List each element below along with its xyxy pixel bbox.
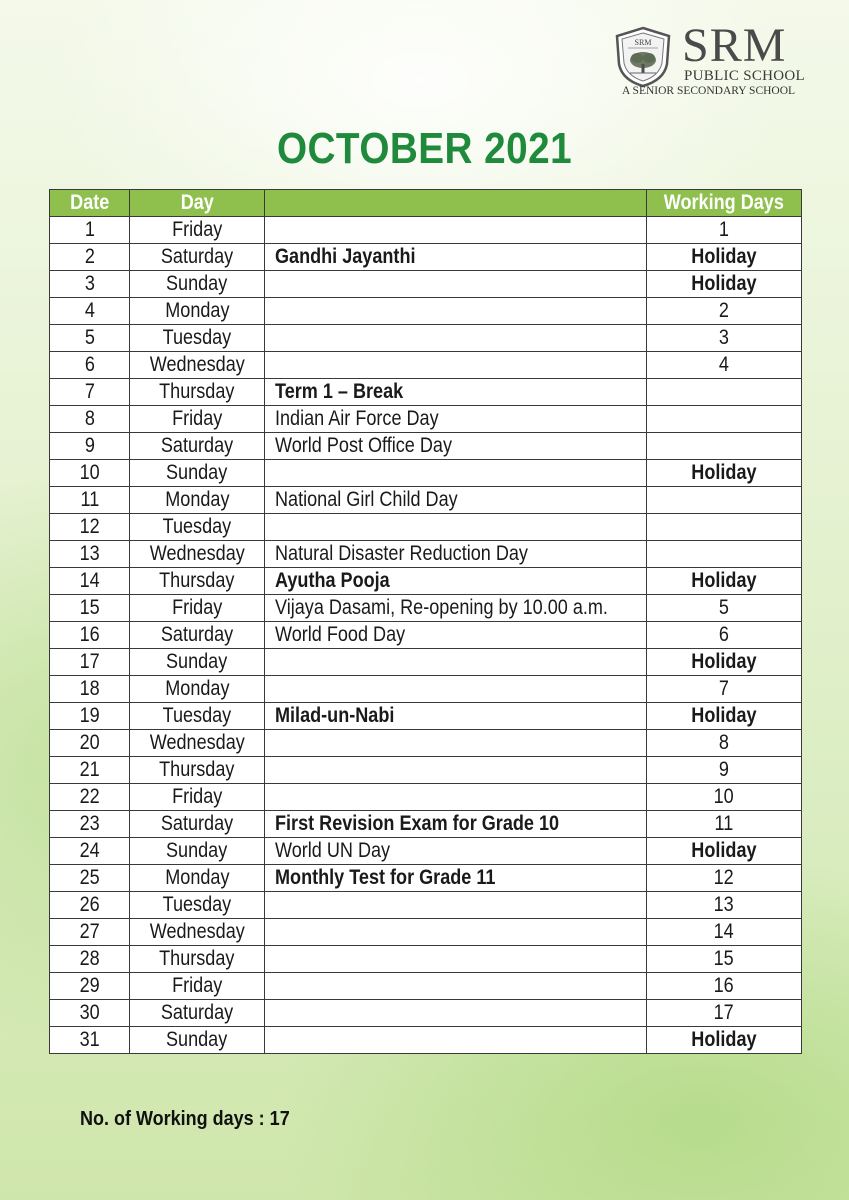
working-days-cell [647, 622, 802, 649]
day-cell-text: Sunday [166, 272, 228, 295]
day-cell-text: Friday [171, 974, 223, 997]
day-cell-text: Saturday [160, 812, 234, 835]
date-cell-text: 20 [79, 731, 100, 754]
day-cell-text: Tuesday [162, 893, 232, 916]
day-cell [130, 487, 265, 514]
date-cell-text: 24 [79, 839, 100, 862]
date-cell [50, 973, 130, 1000]
date-cell [50, 1000, 130, 1027]
date-cell [50, 703, 130, 730]
working-days-cell [647, 433, 802, 460]
table-row [50, 406, 802, 433]
day-cell [130, 622, 265, 649]
date-cell [50, 406, 130, 433]
day-cell [130, 514, 265, 541]
day-cell [130, 946, 265, 973]
day-cell [130, 757, 265, 784]
working-days-cell [647, 325, 802, 352]
event-cell [265, 838, 647, 865]
svg-text:SRM: SRM [634, 38, 652, 47]
day-cell [130, 271, 265, 298]
working-days-cell-text: Holiday [691, 650, 757, 673]
table-row [50, 271, 802, 298]
date-cell [50, 541, 130, 568]
date-cell [50, 595, 130, 622]
event-cell-text: Term 1 – Break [275, 380, 404, 403]
working-days-cell [647, 973, 802, 1000]
table-row [50, 595, 802, 622]
event-cell-text: World Food Day [275, 623, 406, 646]
working-days-cell-text: 1 [718, 218, 730, 241]
working-days-cell-text: Holiday [691, 1028, 757, 1051]
working-days-cell-text: Holiday [691, 569, 757, 592]
date-cell [50, 568, 130, 595]
event-cell-text: Ayutha Pooja [275, 569, 390, 592]
table-row [50, 433, 802, 460]
event-cell [265, 217, 647, 244]
working-days-cell-text: 10 [713, 785, 735, 808]
day-cell [130, 865, 265, 892]
working-days-cell [647, 1000, 802, 1027]
date-cell [50, 514, 130, 541]
day-cell-text: Friday [171, 407, 223, 430]
date-cell-text: 1 [84, 218, 95, 241]
event-cell [265, 757, 647, 784]
date-cell-text: 13 [79, 542, 100, 565]
day-cell [130, 973, 265, 1000]
date-cell [50, 487, 130, 514]
day-cell [130, 379, 265, 406]
event-cell [265, 649, 647, 676]
date-cell [50, 865, 130, 892]
day-cell-text: Sunday [166, 650, 228, 673]
event-cell [265, 406, 647, 433]
date-cell-text: 10 [79, 461, 100, 484]
date-cell [50, 217, 130, 244]
day-cell [130, 676, 265, 703]
table-row [50, 379, 802, 406]
event-cell [265, 568, 647, 595]
date-cell [50, 1027, 130, 1054]
day-cell [130, 784, 265, 811]
working-days-cell-text: 16 [713, 974, 735, 997]
working-days-cell-text: Holiday [691, 704, 757, 727]
date-cell [50, 379, 130, 406]
table-row [50, 217, 802, 244]
date-cell-text: 6 [84, 353, 95, 376]
date-cell [50, 784, 130, 811]
working-days-cell-text: 3 [718, 326, 730, 349]
table-row [50, 487, 802, 514]
working-days-cell [647, 460, 802, 487]
working-days-cell [647, 217, 802, 244]
working-days-cell-text: 6 [718, 623, 730, 646]
day-cell-text: Saturday [160, 434, 234, 457]
event-cell [265, 433, 647, 460]
event-cell [265, 730, 647, 757]
date-cell-text: 29 [79, 974, 100, 997]
table-row [50, 649, 802, 676]
date-cell-text: 5 [84, 326, 95, 349]
event-cell [265, 514, 647, 541]
day-cell [130, 919, 265, 946]
table-header-row [50, 190, 802, 217]
table-row [50, 973, 802, 1000]
table-row [50, 622, 802, 649]
day-cell [130, 1000, 265, 1027]
date-cell-text: 26 [79, 893, 100, 916]
day-cell-text: Sunday [166, 1028, 228, 1051]
working-days-cell-text: 14 [713, 920, 735, 943]
working-days-cell-text: 11 [714, 812, 734, 835]
day-cell-text: Saturday [160, 245, 234, 268]
table-row [50, 352, 802, 379]
day-cell-text: Wednesday [149, 353, 245, 376]
day-cell [130, 892, 265, 919]
working-days-cell-text: 7 [718, 677, 730, 700]
day-cell [130, 811, 265, 838]
event-cell [265, 676, 647, 703]
header-working-days: Working Days [647, 190, 802, 217]
table-row [50, 946, 802, 973]
day-cell [130, 244, 265, 271]
day-cell [130, 460, 265, 487]
date-cell-text: 15 [79, 596, 100, 619]
date-cell-text: 3 [84, 272, 95, 295]
logo-name: SRM [682, 19, 787, 72]
date-cell [50, 352, 130, 379]
table-row [50, 541, 802, 568]
date-cell [50, 946, 130, 973]
date-cell-text: 16 [79, 623, 100, 646]
date-cell-text: 7 [84, 380, 95, 403]
working-days-cell [647, 757, 802, 784]
day-cell-text: Tuesday [162, 704, 232, 727]
working-days-total: No. of Working days : 17 [80, 1108, 290, 1130]
event-cell [265, 271, 647, 298]
working-days-cell-text: 12 [713, 866, 735, 889]
working-days-cell-text: 13 [713, 893, 735, 916]
header-event [265, 190, 647, 217]
date-cell [50, 757, 130, 784]
date-cell [50, 622, 130, 649]
event-cell-text: Gandhi Jayanthi [275, 245, 416, 268]
table-row [50, 298, 802, 325]
working-days-cell-text: 15 [713, 947, 735, 970]
date-cell-text: 31 [79, 1028, 100, 1051]
date-cell-text: 17 [79, 650, 100, 673]
day-cell [130, 730, 265, 757]
date-cell-text: 2 [84, 245, 95, 268]
working-days-cell [647, 487, 802, 514]
date-cell [50, 730, 130, 757]
working-days-cell-text: 2 [718, 299, 730, 322]
date-cell-text: 9 [84, 434, 95, 457]
day-cell-text: Thursday [159, 380, 235, 403]
day-cell-text: Friday [171, 218, 223, 241]
day-cell [130, 1027, 265, 1054]
header-date: Date [50, 190, 130, 217]
working-days-cell-text: Holiday [691, 839, 757, 862]
date-cell-text: 19 [79, 704, 100, 727]
day-cell-text: Friday [171, 785, 223, 808]
date-cell-text: 23 [79, 812, 100, 835]
event-cell [265, 919, 647, 946]
day-cell-text: Wednesday [149, 542, 245, 565]
event-cell-text: Milad-un-Nabi [275, 704, 395, 727]
event-cell-text: World UN Day [275, 839, 391, 862]
day-cell-text: Monday [164, 299, 230, 322]
working-days-cell-text: 9 [718, 758, 730, 781]
date-cell [50, 460, 130, 487]
day-cell-text: Saturday [160, 1001, 234, 1024]
table-row [50, 1027, 802, 1054]
day-cell [130, 595, 265, 622]
day-cell-text: Monday [164, 488, 230, 511]
day-cell-text: Saturday [160, 623, 234, 646]
event-cell [265, 298, 647, 325]
event-cell-text: Monthly Test for Grade 11 [275, 866, 496, 889]
event-cell-text: Vijaya Dasami, Re-opening by 10.00 a.m. [275, 596, 608, 619]
day-cell [130, 649, 265, 676]
working-days-cell-text: Holiday [691, 272, 757, 295]
event-cell [265, 1000, 647, 1027]
table-row [50, 892, 802, 919]
working-days-cell [647, 703, 802, 730]
working-days-cell-text: 17 [713, 1001, 735, 1024]
date-cell [50, 271, 130, 298]
event-cell-text: World Post Office Day [275, 434, 452, 457]
event-cell [265, 946, 647, 973]
working-days-cell-text: 5 [718, 596, 730, 619]
day-cell-text: Friday [171, 596, 223, 619]
date-cell [50, 649, 130, 676]
working-days-cell [647, 892, 802, 919]
day-cell-text: Wednesday [149, 731, 245, 754]
day-cell [130, 838, 265, 865]
date-cell [50, 892, 130, 919]
table-row [50, 1000, 802, 1027]
date-cell-text: 12 [79, 515, 100, 538]
working-days-cell [647, 271, 802, 298]
working-days-cell [647, 1027, 802, 1054]
table-row [50, 919, 802, 946]
page-title: OCTOBER 2021 [276, 124, 573, 173]
day-cell [130, 406, 265, 433]
event-cell [265, 487, 647, 514]
day-cell [130, 352, 265, 379]
date-cell-text: 27 [79, 920, 100, 943]
day-cell-text: Monday [164, 677, 230, 700]
day-cell-text: Sunday [166, 839, 228, 862]
table-row [50, 838, 802, 865]
working-days-cell [647, 676, 802, 703]
day-cell-text: Sunday [166, 461, 228, 484]
day-cell-text: Monday [164, 866, 230, 889]
date-cell-text: 25 [79, 866, 100, 889]
day-cell-text: Wednesday [149, 920, 245, 943]
day-cell-text: Tuesday [162, 326, 232, 349]
working-days-cell [647, 568, 802, 595]
date-cell-text: 8 [84, 407, 95, 430]
table-row [50, 244, 802, 271]
day-cell [130, 217, 265, 244]
table-row [50, 460, 802, 487]
date-cell [50, 433, 130, 460]
table-row [50, 703, 802, 730]
header-day: Day [130, 190, 265, 217]
logo-subtitle: PUBLIC SCHOOL [684, 68, 805, 84]
event-cell [265, 541, 647, 568]
event-cell [265, 703, 647, 730]
day-cell [130, 568, 265, 595]
date-cell [50, 676, 130, 703]
table-row [50, 730, 802, 757]
working-days-cell [647, 298, 802, 325]
working-days-cell [647, 379, 802, 406]
table-row [50, 865, 802, 892]
day-cell [130, 541, 265, 568]
event-cell [265, 352, 647, 379]
working-days-cell [647, 649, 802, 676]
working-days-cell [647, 865, 802, 892]
day-cell-text: Thursday [159, 569, 235, 592]
event-cell [265, 973, 647, 1000]
working-days-cell [647, 514, 802, 541]
table-row [50, 757, 802, 784]
date-cell [50, 244, 130, 271]
event-cell [265, 595, 647, 622]
working-days-cell-text: Holiday [691, 245, 757, 268]
table-row [50, 514, 802, 541]
date-cell-text: 18 [79, 677, 100, 700]
event-cell [265, 784, 647, 811]
working-days-cell [647, 811, 802, 838]
working-days-cell [647, 406, 802, 433]
event-cell [265, 622, 647, 649]
table-row [50, 811, 802, 838]
table-row [50, 676, 802, 703]
date-cell [50, 919, 130, 946]
working-days-cell [647, 244, 802, 271]
event-cell-text: Natural Disaster Reduction Day [275, 542, 528, 565]
table-row [50, 784, 802, 811]
day-cell [130, 298, 265, 325]
event-cell [265, 244, 647, 271]
working-days-cell-text: 4 [718, 353, 730, 376]
event-cell [265, 325, 647, 352]
event-cell-text: First Revision Exam for Grade 10 [275, 812, 560, 835]
school-logo [612, 19, 812, 102]
date-cell [50, 325, 130, 352]
working-days-cell [647, 919, 802, 946]
working-days-cell-text: 8 [718, 731, 730, 754]
working-days-cell [647, 838, 802, 865]
date-cell-text: 21 [79, 758, 100, 781]
date-cell-text: 4 [84, 299, 95, 322]
table-row [50, 568, 802, 595]
working-days-cell-text: Holiday [691, 461, 757, 484]
event-cell [265, 379, 647, 406]
day-cell-text: Thursday [159, 758, 235, 781]
school-emblem-icon [612, 26, 674, 88]
logo-tagline: A SENIOR SECONDARY SCHOOL [622, 85, 796, 97]
date-cell [50, 811, 130, 838]
day-cell-text: Tuesday [162, 515, 232, 538]
working-days-cell [647, 784, 802, 811]
table-row [50, 325, 802, 352]
event-cell [265, 892, 647, 919]
date-cell-text: 30 [79, 1001, 100, 1024]
working-days-cell [647, 541, 802, 568]
event-cell [265, 460, 647, 487]
working-days-cell [647, 352, 802, 379]
date-cell-text: 14 [79, 569, 100, 592]
date-cell-text: 28 [79, 947, 100, 970]
date-cell [50, 838, 130, 865]
day-cell [130, 433, 265, 460]
calendar-table [49, 189, 802, 1054]
event-cell-text: Indian Air Force Day [275, 407, 439, 430]
event-cell [265, 811, 647, 838]
date-cell-text: 11 [80, 488, 99, 511]
date-cell-text: 22 [79, 785, 100, 808]
day-cell [130, 703, 265, 730]
working-days-cell [647, 595, 802, 622]
calendar-body [50, 217, 802, 1054]
working-days-cell [647, 946, 802, 973]
date-cell [50, 298, 130, 325]
working-days-cell [647, 730, 802, 757]
event-cell [265, 865, 647, 892]
day-cell-text: Thursday [159, 947, 235, 970]
event-cell [265, 1027, 647, 1054]
event-cell-text: National Girl Child Day [275, 488, 458, 511]
day-cell [130, 325, 265, 352]
